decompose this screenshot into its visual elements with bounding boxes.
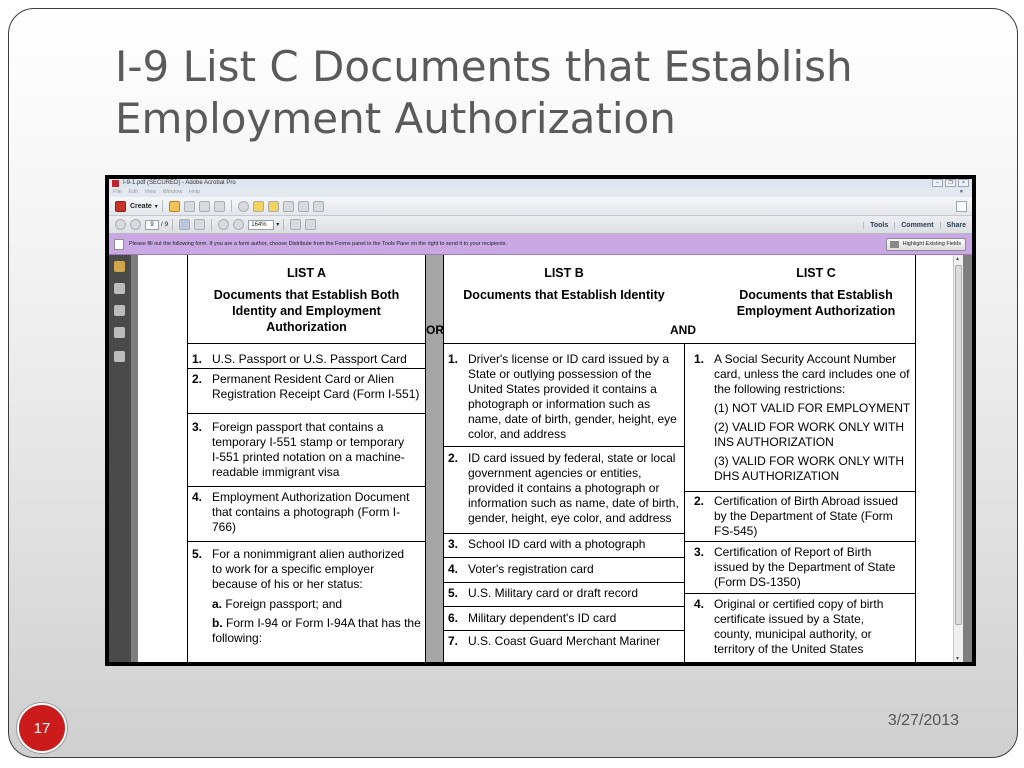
list-a-subitem — [212, 616, 422, 646]
panel-tabs — [863, 216, 972, 234]
table-border — [443, 255, 444, 666]
gutter-or — [426, 255, 443, 666]
print-icon[interactable] — [199, 201, 210, 212]
item-number: 1. — [448, 352, 459, 366]
list-b-item — [448, 451, 682, 526]
hand-tool-icon[interactable] — [194, 219, 205, 230]
close-icon[interactable]: × — [958, 179, 969, 187]
full-screen-icon[interactable] — [305, 219, 316, 230]
sticky-note-icon[interactable] — [268, 201, 279, 212]
row-rule — [187, 486, 426, 487]
list-c-item — [694, 352, 914, 484]
list-a-header — [188, 265, 425, 335]
item-text: Permanent Resident Card or Alien Registration Receipt Card (Form I-551) — [212, 372, 420, 401]
minimize-icon[interactable]: – — [932, 179, 943, 187]
table-border — [425, 255, 426, 666]
form-message-bar — [109, 234, 972, 255]
item-number: 5. — [192, 547, 203, 561]
zoom-out-icon[interactable] — [218, 219, 229, 230]
item-text: School ID card with a photograph — [468, 537, 646, 551]
list-a-item — [192, 372, 424, 402]
list-b-item — [448, 537, 682, 552]
restriction-item: (1) NOT VALID FOR EMPLOYMENT — [714, 401, 911, 415]
row-rule — [187, 413, 426, 414]
item-number: 1. — [192, 352, 203, 366]
window-controls — [932, 179, 969, 187]
next-page-icon[interactable] — [130, 219, 141, 230]
signature-icon[interactable] — [114, 351, 125, 362]
chevron-down-icon[interactable]: ▾ — [154, 203, 158, 210]
slide-title: I-9 List C Documents that Establish Employment Authorization — [115, 42, 853, 143]
export-icon[interactable] — [298, 201, 309, 212]
main-toolbar — [109, 197, 972, 216]
menu-window[interactable]: Window — [162, 189, 183, 195]
item-number: 3. — [448, 537, 459, 551]
item-number: 2. — [448, 451, 459, 465]
pages-icon[interactable] — [114, 283, 125, 294]
restriction-item: (3) VALID FOR WORK ONLY WITH DHS AUTHORIZATION — [714, 454, 905, 483]
menu-help[interactable]: Help — [188, 189, 201, 195]
expand-icon[interactable] — [956, 201, 967, 212]
toolbar-divider — [231, 200, 232, 212]
document-workarea — [109, 255, 972, 662]
list-a-subitem — [212, 597, 422, 612]
pdf-page — [138, 255, 963, 662]
row-rule — [443, 630, 684, 631]
zoom-level-select[interactable]: 164% — [248, 220, 274, 230]
list-a-title: LIST A — [286, 266, 327, 280]
email-icon[interactable] — [214, 201, 225, 212]
toolbar-divider — [211, 219, 212, 231]
bookmark-icon[interactable] — [114, 305, 125, 316]
item-text: Employment Authorization Document that contains a photograph (Form I-766) — [212, 490, 410, 534]
row-rule — [684, 593, 916, 594]
list-b-item — [448, 352, 682, 442]
row-rule — [684, 491, 916, 492]
highlight-icon — [890, 241, 899, 248]
scroll-up-icon[interactable]: ▴ — [956, 256, 960, 262]
item-number: 5. — [448, 586, 459, 600]
window-titlebar — [109, 179, 972, 188]
list-c-subtitle: Documents that Establish Employment Authorization — [736, 288, 896, 318]
menu-edit[interactable]: Edit — [128, 189, 138, 195]
select-tool-icon[interactable] — [179, 219, 190, 230]
row-rule — [443, 533, 684, 534]
create-icon[interactable] — [115, 201, 126, 212]
or-connector: OR — [426, 323, 444, 337]
comment-icon[interactable] — [253, 201, 264, 212]
scroll-down-icon[interactable]: ▾ — [956, 656, 960, 662]
document-close-icon[interactable]: × — [959, 189, 963, 195]
save-icon[interactable] — [184, 201, 195, 212]
tab-tools[interactable]: Tools — [863, 222, 894, 229]
highlight-fields-label: Highlight Existing Fields — [902, 241, 961, 247]
item-text: Voter's registration card — [468, 562, 594, 576]
open-folder-icon[interactable] — [169, 201, 180, 212]
list-b-item — [448, 611, 682, 626]
list-c-title: LIST C — [796, 266, 836, 280]
item-text: Driver's license or ID card issued by a State or outlying possession of the United States provided it contains a photograph or information such as name, date of birth, gender, height, eye color, and address — [468, 352, 677, 441]
navigation-toolbar — [109, 216, 972, 234]
list-c-item — [694, 545, 904, 590]
item-text: A Social Security Account Number card, unless the card includes one of the following restrictions: — [714, 352, 910, 396]
list-b-subtitle: Documents that Establish Identity — [463, 288, 665, 302]
item-text: Certification of Report of Birth issued by the Department of State (Form DS-1350) — [714, 545, 896, 589]
item-number: 3. — [192, 420, 203, 434]
item-text: ID card issued by federal, state or local government agencies or entities, provided it contains a photograph or information such as name, date of birth, gender, height, eye color, and address — [468, 451, 679, 525]
item-text: U.S. Military card or draft record — [468, 586, 639, 600]
item-text: U.S. Coast Guard Merchant Mariner — [468, 634, 661, 648]
item-number: 4. — [448, 562, 459, 576]
previous-page-icon[interactable] — [115, 219, 126, 230]
header-rule — [187, 343, 426, 344]
row-rule — [684, 541, 916, 542]
zoom-chevron-icon[interactable]: ▾ — [276, 222, 280, 228]
form-icon — [114, 239, 124, 250]
and-connector: AND — [670, 323, 696, 337]
acrobat-screenshot — [105, 175, 976, 666]
settings-icon[interactable] — [238, 201, 249, 212]
create-button[interactable]: Create — [130, 202, 152, 210]
form-message: Please fill out the following form. If you are a form author, choose Distribute from the Forms panel in the Tools Pane on the right to send it to your recipients. — [129, 241, 508, 247]
table-border — [684, 343, 685, 666]
fit-page-icon[interactable] — [290, 219, 301, 230]
item-number: 4. — [192, 490, 203, 504]
list-c-item — [694, 494, 914, 539]
list-b-title: LIST B — [544, 266, 584, 280]
window-title: I-9-1.pdf (SECURED) - Adobe Acrobat Pro — [123, 180, 236, 186]
attachment-icon[interactable] — [114, 327, 125, 338]
row-rule — [443, 557, 684, 558]
item-number: 1. — [694, 352, 705, 366]
list-c-item — [694, 597, 894, 657]
list-b-header — [456, 265, 672, 303]
zoom-in-icon[interactable] — [233, 219, 244, 230]
restore-icon[interactable]: ❐ — [945, 179, 956, 187]
toolbar-divider — [172, 219, 173, 231]
row-rule — [443, 582, 684, 583]
header-rule — [443, 343, 916, 344]
toolbar-divider — [283, 219, 284, 231]
list-b-item — [448, 586, 682, 601]
vertical-scrollbar[interactable] — [953, 255, 963, 662]
tab-comment[interactable]: Comment — [894, 222, 939, 229]
list-a-item — [192, 420, 414, 480]
slide-date: 3/27/2013 — [887, 712, 959, 729]
row-rule — [443, 446, 684, 447]
item-text: Military dependent's ID card — [468, 611, 617, 625]
menu-view[interactable]: View — [144, 189, 157, 195]
row-rule — [187, 368, 426, 369]
scroll-thumb[interactable] — [955, 265, 962, 625]
share-icon[interactable] — [313, 201, 324, 212]
menu-file[interactable]: File — [113, 189, 122, 195]
item-text: Foreign passport that contains a temporary I-551 stamp or temporary I-551 printed notation on a machine-readable immigrant visa — [212, 420, 405, 479]
page-total: / 9 — [161, 221, 169, 228]
row-rule — [443, 606, 684, 607]
navigation-pane — [109, 255, 131, 662]
subitem-label: a. — [212, 597, 223, 611]
subitem-label: b. — [212, 616, 223, 630]
list-a-item — [192, 490, 424, 535]
stamp-icon[interactable] — [283, 201, 294, 212]
list-a-subtitle: Documents that Establish Both Identity and Employment Authorization — [213, 288, 400, 334]
highlight-fields-button[interactable] — [886, 238, 966, 251]
lock-icon[interactable] — [114, 261, 125, 272]
list-a-item — [192, 352, 424, 367]
slide-number-badge: 17 — [17, 703, 67, 753]
item-number: 2. — [192, 372, 203, 386]
item-text: U.S. Passport or U.S. Passport Card — [212, 352, 407, 366]
list-a-item — [192, 547, 414, 592]
item-number: 7. — [448, 634, 459, 648]
item-number: 6. — [448, 611, 459, 625]
list-c-header — [718, 265, 914, 319]
subitem-text: Foreign passport; and — [225, 597, 343, 611]
item-text: Certification of Birth Abroad issued by the Department of State (Form FS-545) — [714, 494, 899, 538]
subitem-text: Form I-94 or Form I-94A that has the following: — [212, 616, 421, 645]
restriction-item: (2) VALID FOR WORK ONLY WITH INS AUTHORIZATION — [714, 420, 905, 449]
tab-share[interactable]: Share — [940, 222, 972, 229]
table-border — [915, 255, 916, 666]
item-number: 2. — [694, 494, 705, 508]
row-rule — [187, 541, 426, 542]
item-text: For a nonimmigrant alien authorized to work for a specific employer because of his or her status: — [212, 547, 405, 591]
page-number-input[interactable]: 9 — [145, 220, 159, 230]
toolbar-divider — [162, 200, 163, 212]
menu-bar — [109, 188, 972, 197]
item-number: 4. — [694, 597, 705, 611]
item-text: Original or certified copy of birth certificate issued by a State, county, municipal authority, or territory of the United States — [714, 597, 884, 656]
item-number: 3. — [694, 545, 705, 559]
list-b-item — [448, 634, 682, 649]
slide — [8, 8, 1018, 758]
list-b-item — [448, 562, 682, 577]
acrobat-icon — [112, 180, 119, 187]
